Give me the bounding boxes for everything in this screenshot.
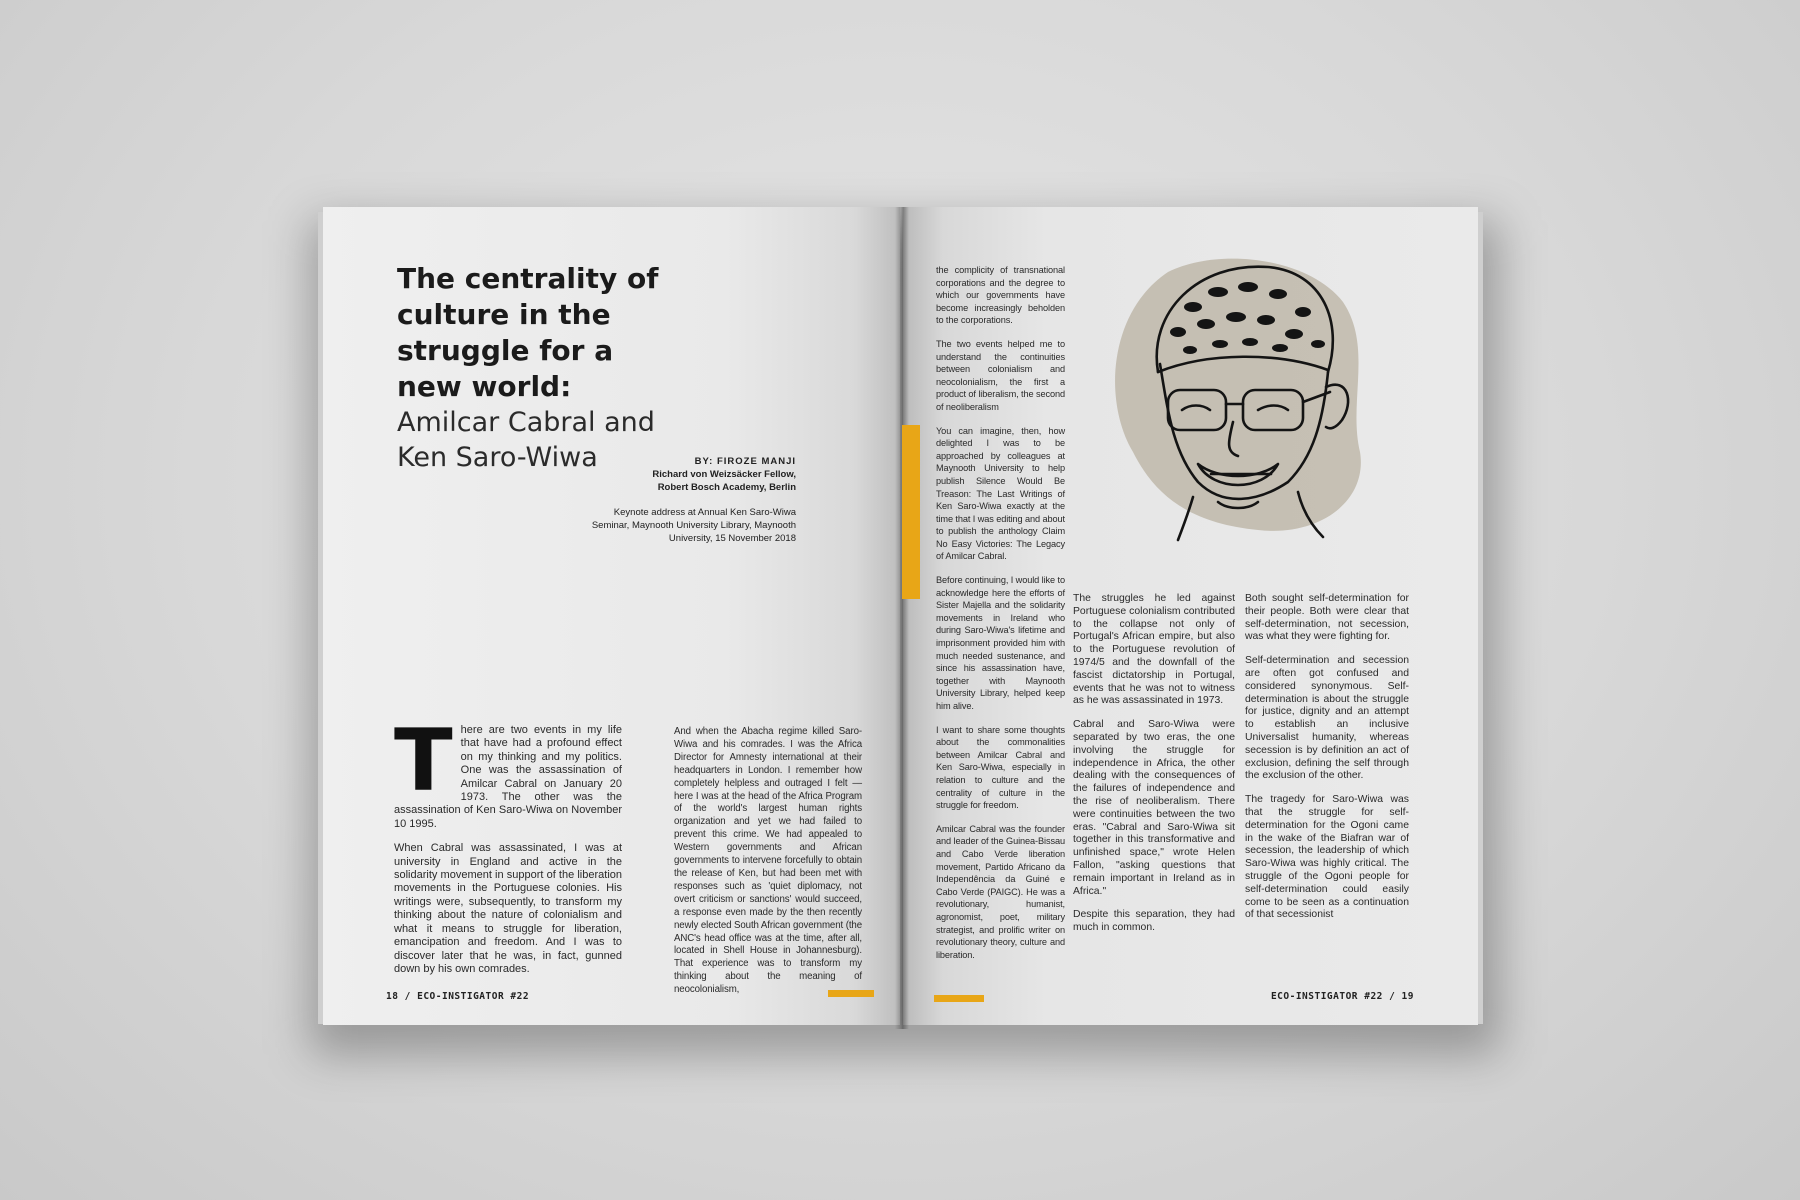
intro-paragraph bbox=[394, 711, 622, 831]
accent-bar-left bbox=[828, 990, 874, 997]
drop-cap: T bbox=[394, 711, 453, 811]
paragraph: And when the Abacha regime killed Saro-Wiwa and his comrades. I was the Africa Director for Amnesty international at their headquarters in London. I remember how completely helpless and outraged I felt — here I was at the head of the Africa Program of the world's largest human rights organization and yet we had failed to prevent this crime. We had appealed to Western governments and African governments to intervene forcefully to obtain the release of Ken, but had been met with responses such as 'quiet diplomacy, not overt criticism or sanctions' would succeed, a response even made by the then recently newly elected South African government (the ANC's head office was at the time, after all, located in Shell House in Johannesburg). That experience was to transform my thinking about the meaning of neocolonialism, bbox=[674, 726, 862, 996]
paragraph: The two events helped me to understand the continuities between colonialism and neocolonialism, the first a product of liberalism, the second of neoliberalism bbox=[936, 338, 1065, 412]
paragraph: The struggles he led against Portuguese colonialism contributed to the collapse not only of Portugal's African empire, but also to the Portuguese revolution of 1974/5 and the downfall of the fascist dictatorship in Portugal, events that he was not to witness as he was assassinated in 1973. bbox=[1073, 593, 1235, 707]
paragraph: Despite this separation, they had much in common. bbox=[1073, 909, 1235, 934]
paragraph: When Cabral was assassinated, I was at university in England and active in the solidarity movement in support of the liberation movements in the Portuguese colonies. His writings were, subsequently, to transform my thinking about the nature of colonialism and what it means to struggle for liberation, emancipation and freedom. And I was to discover later that he was, in fact, gunned down by his own comrades. bbox=[394, 842, 622, 975]
byline-affiliation-2: Robert Bosch Academy, Berlin bbox=[657, 482, 796, 493]
accent-bar-right bbox=[934, 995, 984, 1002]
paragraph: I want to share some thoughts about the commonalities between Amilcar Cabral and Ken Saro-Wiwa, especially in relation to culture and the centrality of culture in the struggle for freedom. bbox=[936, 724, 1065, 811]
paragraph: The tragedy for Saro-Wiwa was that the struggle for self-determination for the Ogoni came in the wake of the Biafran war of secession, the leadership of which Saro-Wiwa was highly critical. The struggle of the Ogoni people for self-determination could easily come to be seen as a continuation of that secessionist bbox=[1245, 794, 1409, 921]
paragraph: Cabral and Saro-Wiwa were separated by two eras, the one involving the struggle for independence in Africa, the other dealing with the consequences of the failures of independence and the rise of neoliberalism. There were continuities between the two eras. "Cabral and Saro-Wiwa sit together in this transformative and unfinished space," wrote Helen Fallon, "asking questions that remain important in Ireland as in Africa." bbox=[1073, 719, 1235, 897]
right-column-3 bbox=[1245, 593, 1409, 933]
byline-note: Keynote address at Annual Ken Saro-Wiwa Seminar, Maynooth University Library, Maynooth University, 15 November 2018 bbox=[591, 507, 796, 544]
paragraph: the complicity of transnational corporations and the degree to which our governments have become increasingly beholden to the corporations. bbox=[936, 265, 1065, 326]
portrait-illustration bbox=[1098, 252, 1368, 542]
paragraph: Amilcar Cabral was the founder and leader of the Guinea-Bissau and Cabo Verde liberation movement, Partido Africano da Independência da Guiné e Cabo Verde (PAIGC). He was a revolutionary, humanist, agronomist, poet, military strategist, and prolific writer on revolutionary theory, culture and liberation. bbox=[936, 823, 1065, 960]
accent-bar-vertical bbox=[902, 425, 920, 599]
folio-right: ECO-INSTIGATOR #22 / 19 bbox=[1270, 991, 1414, 1002]
folio-left: 18 / ECO-INSTIGATOR #22 bbox=[386, 991, 530, 1002]
left-column-1 bbox=[394, 711, 622, 987]
byline-author: BY: FIROZE MANJI bbox=[694, 456, 796, 467]
article-title: The centrality of culture in the struggle for a new world: bbox=[397, 262, 659, 403]
paragraph: Both sought self-determination for their people. Both were clear that self-determination, not secession, was what they were fighting for. bbox=[1245, 593, 1409, 643]
left-column-2 bbox=[674, 726, 862, 1008]
byline bbox=[586, 455, 796, 545]
right-page bbox=[903, 207, 1478, 1025]
spine-gutter bbox=[895, 207, 909, 1029]
right-column-1 bbox=[936, 264, 1065, 972]
article-subtitle: Amilcar Cabral and Ken Saro-Wiwa bbox=[397, 407, 655, 473]
paragraph: Before continuing, I would like to acknowledge here the efforts of Sister Majella and the solidarity movements in Ireland who during Saro-Wiwa's lifetime and imprisonment provided him with much needed sustenance, and since his assassination have, together with Maynooth University Library, helped keep him alive. bbox=[936, 575, 1065, 711]
intro-text: here are two events in my life that have had a profound effect on my thinking and my politics. One was the assassination of Amilcar Cabral on January 20 1973. The other was the assassination of Ken Saro-Wiwa on November 10 1995. bbox=[394, 724, 622, 830]
paragraph: You can imagine, then, how delighted I was to be approached by colleagues at Maynooth University to help publish Silence Would Be Treason: The Last Writings of Ken Saro-Wiwa exactly at the time that I was editing and about to publish the anthology Claim No Easy Victories: The Legacy of Amilcar Cabral. bbox=[936, 425, 1065, 562]
byline-affiliation-1: Richard von Weizsäcker Fellow, bbox=[652, 469, 796, 480]
paragraph: Self-determination and secession are often got confused and considered synonymous. Self-determination is about the struggle for justice, dignity and an attempt to establish an inclusive Universalist humanity, whereas secession is by definition an act of exclusion, defining the self through the exclusion of the other. bbox=[1245, 655, 1409, 782]
right-column-2 bbox=[1073, 593, 1235, 946]
left-page bbox=[323, 207, 900, 1025]
